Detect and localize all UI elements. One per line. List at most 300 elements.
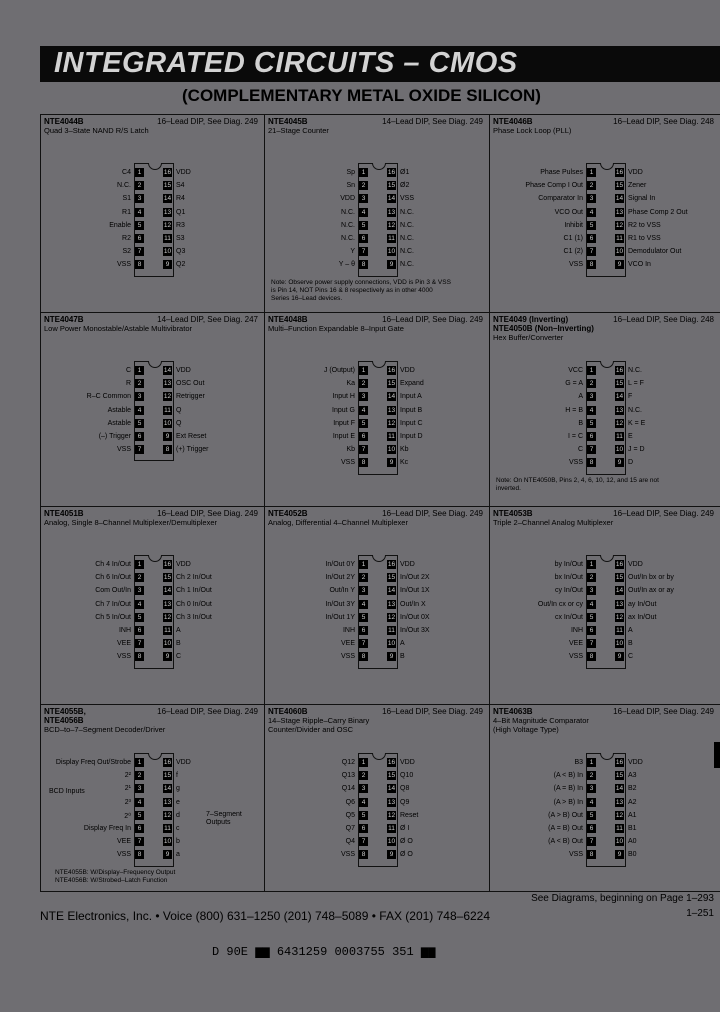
pin-label: VEE xyxy=(568,640,583,648)
pin-number: 12 xyxy=(615,419,624,427)
part-note: Note: On NTE4050B, Pins 2, 4, 6, 10, 12, and 15 are not xyxy=(496,476,659,484)
pin-number: 6 xyxy=(587,626,596,635)
pin-number: 14 xyxy=(163,785,172,793)
pin-label: VCO In xyxy=(628,261,651,269)
pin-label: Q4 xyxy=(345,838,355,846)
pin-label: In/Out 1Y xyxy=(325,613,355,621)
pin-label: Ch 1 In/Out xyxy=(176,587,212,595)
pin-label: Ext Reset xyxy=(176,433,207,440)
footer-see-diagrams: See Diagrams, beginning on Page 1–293 xyxy=(531,893,714,904)
pin-number: 13 xyxy=(615,600,624,608)
pin-label: VSS xyxy=(568,851,583,859)
part-number: NTE4049 (Inverting) xyxy=(493,315,569,324)
pin-label: Out/In ax or ay xyxy=(628,587,674,595)
pin-number: 6 xyxy=(359,432,368,441)
package-info: 16–Lead DIP, See Diag. 248 xyxy=(613,117,714,126)
pin-label: VSS xyxy=(116,261,131,269)
pin-number: 1 xyxy=(359,168,368,177)
part-number: NTE4045B xyxy=(268,117,308,126)
pin-label: R1 xyxy=(122,208,131,216)
pin-label: S2 xyxy=(122,248,131,256)
pin-number: 9 xyxy=(387,260,396,269)
part-number: NTE4056B xyxy=(44,716,84,725)
pin-label: by In/Out xyxy=(554,561,583,568)
pin-number: 6 xyxy=(587,432,596,441)
pin-label: R3 xyxy=(176,221,185,229)
ic-cell xyxy=(265,115,489,312)
pin-number: 15 xyxy=(387,380,396,388)
pin-label: Ch 4 In/Out xyxy=(95,561,131,568)
pin-number: 12 xyxy=(163,221,172,229)
package-notch xyxy=(148,753,162,760)
pin-number: 1 xyxy=(135,560,144,569)
pin-number: 5 xyxy=(135,613,144,622)
pin-number: 11 xyxy=(388,235,395,242)
pin-label: Demodulator Out xyxy=(628,248,682,256)
pin-number: 16 xyxy=(387,169,396,176)
pin-label: VCO Out xyxy=(554,208,583,216)
pin-label: N.C. xyxy=(400,235,414,242)
pin-label: g xyxy=(176,785,180,793)
part-description: Phase Lock Loop (PLL) xyxy=(493,126,572,135)
pin-label: Input E xyxy=(332,433,355,440)
pin-label: e xyxy=(176,798,180,806)
pin-label: (–) Trigger xyxy=(98,433,131,440)
part-description: 4–Bit Magnitude Comparator xyxy=(493,716,589,725)
part-number: NTE4053B xyxy=(493,509,533,518)
pin-label: N.C. xyxy=(341,235,355,242)
ic-cell xyxy=(265,313,489,506)
pin-label: R2 to VSS xyxy=(628,221,661,229)
pin-label: H = B xyxy=(565,406,583,414)
pin-label: VDD xyxy=(176,561,191,568)
package-info: 16–Lead DIP, See Diag. 249 xyxy=(157,117,258,126)
pin-number: 5 xyxy=(135,419,144,428)
pin-number: 13 xyxy=(387,406,396,414)
pin-number: 5 xyxy=(135,811,144,820)
part-description: (High Voltage Type) xyxy=(493,725,559,734)
pin-number: 11 xyxy=(616,235,623,242)
pin-number: 7 xyxy=(587,639,596,648)
pin-label: ay In/Out xyxy=(628,600,657,608)
part-number: NTE4046B xyxy=(493,117,533,126)
package-info: 16–Lead DIP, See Diag. 249 xyxy=(613,707,714,716)
pin-number: 3 xyxy=(587,784,596,793)
pin-label: I = C xyxy=(568,433,583,440)
pin-label: Sp xyxy=(346,169,355,176)
pin-number: 13 xyxy=(615,798,624,806)
pin-number: 1 xyxy=(587,758,596,767)
pin-label: N.C. xyxy=(400,208,414,216)
pin-number: 2 xyxy=(587,573,596,582)
pin-number: 2 xyxy=(359,573,368,582)
pin-number: 10 xyxy=(615,446,624,454)
package-notch xyxy=(372,361,386,368)
pin-label: Input F xyxy=(333,419,355,427)
pin-number: 15 xyxy=(163,182,172,190)
pin-label: Inhibit xyxy=(564,221,583,229)
pin-number: 6 xyxy=(135,432,144,441)
pin-number: 15 xyxy=(615,182,624,190)
pin-label: B0 xyxy=(628,851,637,859)
pin-number: 9 xyxy=(163,652,172,661)
pin-label: Reset xyxy=(400,811,419,819)
pin-number: 9 xyxy=(387,652,396,661)
ic-cell xyxy=(265,507,489,704)
pin-number: 3 xyxy=(359,586,368,595)
pin-label: Out/In X xyxy=(400,600,426,608)
pin-label: N.C. xyxy=(628,367,642,374)
part-note: inverted. xyxy=(496,484,521,492)
pin-number: 3 xyxy=(359,194,368,203)
part-number: NTE4050B (Non–Inverting) xyxy=(493,324,594,333)
pin-number: 16 xyxy=(163,169,172,176)
pin-label: VDD xyxy=(176,759,191,766)
pin-number: 2 xyxy=(135,379,144,388)
pin-number: 15 xyxy=(615,574,624,582)
pin-number: 4 xyxy=(135,208,144,217)
pin-label: VDD xyxy=(628,759,643,766)
package-notch xyxy=(372,163,386,170)
pin-label: In/Out 0X xyxy=(400,613,430,621)
pin-label: Astable xyxy=(107,419,131,427)
pin-number: 15 xyxy=(615,380,624,388)
pin-number: 5 xyxy=(135,221,144,230)
pin-label: (A < B) In xyxy=(553,772,583,780)
pin-number: 15 xyxy=(163,772,172,780)
grid-line xyxy=(40,891,720,892)
pin-label: Q13 xyxy=(341,772,355,780)
pin-label: Q9 xyxy=(400,798,410,806)
pin-label: N.C. xyxy=(628,406,642,414)
pin-label: Ø O xyxy=(400,851,413,859)
pin-label: Ø O xyxy=(400,838,413,846)
pin-number: 9 xyxy=(615,458,624,467)
pin-number: 4 xyxy=(587,798,596,807)
pin-number: 6 xyxy=(135,626,144,635)
pin-number: 16 xyxy=(163,759,172,766)
pin-label: Out/In cx or cy xyxy=(537,600,583,608)
pin-label: Q2 xyxy=(176,261,186,269)
pin-label: (A < B) Out xyxy=(548,838,583,846)
pin-number: 4 xyxy=(587,208,596,217)
part-description: Analog, Single 8–Channel Multiplexer/Demultiplexer xyxy=(44,518,218,527)
pin-label: Kc xyxy=(400,459,409,467)
pin-number: 7 xyxy=(359,837,368,846)
pin-number: 12 xyxy=(163,393,172,401)
pin-label: Q6 xyxy=(345,798,355,806)
pin-label: N.C. xyxy=(400,248,414,256)
pin-label: 2¹ xyxy=(124,785,131,793)
pin-label: Q xyxy=(176,406,182,414)
pin-label: Sn xyxy=(346,182,355,190)
pin-number: 1 xyxy=(359,560,368,569)
pin-label: B xyxy=(400,653,405,661)
pin-number: 12 xyxy=(387,419,396,427)
pin-number: 10 xyxy=(163,419,172,427)
pin-number: 2 xyxy=(587,379,596,388)
pin-label: A1 xyxy=(628,811,637,819)
pin-number: 8 xyxy=(359,652,368,661)
ic-cell xyxy=(41,313,264,506)
pin-number: 2 xyxy=(359,181,368,190)
pin-label: VEE xyxy=(116,838,131,846)
part-note: is Pin 14, NOT Pins 16 & 8 respectively as in other 4000 xyxy=(271,286,433,294)
pin-label: cy In/Out xyxy=(554,587,583,595)
pin-label: Q7 xyxy=(345,825,355,832)
part-description: Counter/Divider and OSC xyxy=(268,725,354,734)
pin-label: J (Output) xyxy=(323,367,355,374)
pin-label: Y xyxy=(350,248,355,256)
pin-number: 1 xyxy=(135,758,144,767)
pin-number: 16 xyxy=(387,367,396,374)
pin-label: (A = B) In xyxy=(553,785,583,793)
pin-label: B1 xyxy=(628,825,637,832)
pin-label: S3 xyxy=(176,235,185,242)
pin-label: N.C. xyxy=(400,221,414,229)
pin-number: 4 xyxy=(587,600,596,609)
pin-label: bx In/Out xyxy=(554,574,583,582)
pin-label: In/Out 3X xyxy=(400,627,430,634)
package-notch xyxy=(372,555,386,562)
pin-label: VSS xyxy=(116,446,131,454)
pin-number: 6 xyxy=(135,824,144,833)
pin-number: 15 xyxy=(387,182,396,190)
pin-label: J = D xyxy=(628,446,645,454)
pin-number: 8 xyxy=(135,850,144,859)
pin-number: 10 xyxy=(163,838,172,846)
package-notch xyxy=(372,753,386,760)
pin-number: 9 xyxy=(387,458,396,467)
part-description: Analog, Differential 4–Channel Multiplexer xyxy=(268,518,408,527)
package-info: 16–Lead DIP, See Diag. 249 xyxy=(382,707,483,716)
pin-label: a xyxy=(176,851,180,859)
pin-label: Q1 xyxy=(176,208,186,216)
pin-label: Ch 0 In/Out xyxy=(176,600,212,608)
package-notch xyxy=(148,163,162,170)
pin-label: K = E xyxy=(628,419,646,427)
ic-cell xyxy=(490,507,720,704)
pin-number: 13 xyxy=(615,406,624,414)
pin-label: 2⁰ xyxy=(124,812,131,820)
pin-label: Q3 xyxy=(176,248,186,256)
pin-number: 10 xyxy=(387,838,396,846)
pin-number: 6 xyxy=(359,626,368,635)
pin-label: Q8 xyxy=(400,785,410,793)
package-info: 16–Lead DIP, See Diag. 248 xyxy=(613,315,714,324)
pin-number: 4 xyxy=(587,406,596,415)
pin-label: Input C xyxy=(400,419,423,427)
pin-label: VSS xyxy=(340,851,355,859)
pin-number: 7 xyxy=(359,639,368,648)
pin-label: Input D xyxy=(400,433,423,440)
pin-number: 5 xyxy=(359,221,368,230)
pin-number: 11 xyxy=(388,825,395,832)
pin-label: Ø I xyxy=(400,825,410,832)
pin-label: Input G xyxy=(332,406,355,414)
pin-number: 4 xyxy=(359,406,368,415)
pin-number: 14 xyxy=(163,195,172,203)
pin-number: 15 xyxy=(387,772,396,780)
pin-number: 7 xyxy=(587,837,596,846)
pin-number: 5 xyxy=(359,811,368,820)
pin-label: Y – θ xyxy=(338,261,355,269)
page-title: INTEGRATED CIRCUITS – CMOS xyxy=(54,47,518,79)
pin-label: N.C. xyxy=(341,208,355,216)
pin-number: 11 xyxy=(164,627,171,634)
pin-label: C1 (1) xyxy=(563,235,583,242)
pin-number: 8 xyxy=(359,850,368,859)
pin-label: A3 xyxy=(628,772,637,780)
pin-label: Kb xyxy=(346,446,355,454)
pin-label: Astable xyxy=(107,406,131,414)
pin-label: G = A xyxy=(565,380,583,388)
page-number: 1–251 xyxy=(686,908,714,919)
pin-number: 1 xyxy=(587,168,596,177)
pin-number: 13 xyxy=(615,208,624,216)
pin-number: 15 xyxy=(163,574,172,582)
pin-number: 15 xyxy=(387,574,396,582)
pin-number: 8 xyxy=(359,260,368,269)
pin-label: 2³ xyxy=(124,798,131,806)
segment-outputs-label: 7–Segment Outputs xyxy=(206,810,242,826)
part-number: NTE4063B xyxy=(493,707,533,716)
pin-number: 8 xyxy=(135,260,144,269)
pin-label: In/Out 1X xyxy=(400,587,430,595)
part-number: NTE4044B xyxy=(44,117,84,126)
pin-number: 4 xyxy=(359,208,368,217)
pin-label: (A > B) In xyxy=(553,798,583,806)
pin-number: 9 xyxy=(163,260,172,269)
pin-label: Ch 3 In/Out xyxy=(176,613,212,621)
pin-number: 9 xyxy=(163,432,172,441)
pin-label: A0 xyxy=(628,838,637,846)
pin-number: 8 xyxy=(135,652,144,661)
pin-number: 12 xyxy=(163,613,172,621)
pin-number: 3 xyxy=(587,194,596,203)
part-number: NTE4055B, xyxy=(44,707,86,716)
pin-number: 8 xyxy=(587,458,596,467)
pin-label: VDD xyxy=(176,169,191,176)
pin-number: 16 xyxy=(615,169,624,176)
pin-label: VDD xyxy=(628,561,643,568)
pin-label: In/Out 2Y xyxy=(325,574,355,582)
pin-number: 6 xyxy=(135,234,144,243)
pin-label: Retrigger xyxy=(176,393,205,401)
pin-number: 5 xyxy=(359,613,368,622)
pin-label: OSC Out xyxy=(176,380,205,388)
pin-number: 10 xyxy=(387,446,396,454)
pin-label: VDD xyxy=(400,561,415,568)
pin-label: Q xyxy=(176,419,182,427)
pin-label: VDD xyxy=(400,759,415,766)
pin-number: 6 xyxy=(359,824,368,833)
pin-number: 14 xyxy=(387,587,396,595)
pin-number: 4 xyxy=(135,798,144,807)
pin-label: N.C. xyxy=(117,182,131,190)
part-description: Hex Buffer/Converter xyxy=(493,333,564,342)
pin-label: Display Freq Out/Strobe xyxy=(55,759,131,766)
pin-label: INH xyxy=(570,627,583,634)
package-notch xyxy=(600,753,614,760)
pin-number: 1 xyxy=(587,560,596,569)
pin-label: B xyxy=(176,640,181,648)
pin-label: A2 xyxy=(628,798,637,806)
pin-label: VDD xyxy=(628,169,643,176)
pin-number: 12 xyxy=(615,811,624,819)
pin-number: 11 xyxy=(616,433,623,440)
pin-number: 3 xyxy=(135,392,144,401)
pin-number: 4 xyxy=(359,798,368,807)
pin-number: 7 xyxy=(587,445,596,454)
package-info: 16–Lead DIP, See Diag. 249 xyxy=(382,509,483,518)
pin-number: 3 xyxy=(135,784,144,793)
pin-label: VDD xyxy=(400,367,415,374)
part-description: 14–Stage Ripple–Carry Binary xyxy=(268,716,370,725)
pin-label: VSS xyxy=(568,459,583,467)
pin-label: INH xyxy=(342,627,355,634)
part-number: NTE4051B xyxy=(44,509,84,518)
pin-number: 16 xyxy=(387,561,396,568)
pin-label: f xyxy=(176,772,178,780)
pin-number: 11 xyxy=(164,825,171,832)
pin-label: VSS xyxy=(340,653,355,661)
pin-label: Ka xyxy=(346,380,355,388)
ic-cell xyxy=(41,115,264,312)
part-description: 21–Stage Counter xyxy=(268,126,329,135)
pin-label: F xyxy=(628,393,633,401)
pin-label: A xyxy=(628,627,633,634)
pin-number: 16 xyxy=(615,561,624,568)
pin-number: 11 xyxy=(164,406,171,414)
pin-number: 10 xyxy=(387,248,396,256)
pin-number: 13 xyxy=(163,600,172,608)
pin-number: 7 xyxy=(135,639,144,648)
pin-number: 4 xyxy=(135,406,144,415)
pin-number: 1 xyxy=(359,758,368,767)
pin-number: 14 xyxy=(387,393,396,401)
pin-number: 2 xyxy=(359,771,368,780)
pin-number: 14 xyxy=(163,587,172,595)
pin-label: Q10 xyxy=(400,772,414,780)
pin-label: Ø2 xyxy=(400,182,410,190)
pin-label: S1 xyxy=(122,195,131,203)
part-number: NTE4052B xyxy=(268,509,308,518)
pin-number: 9 xyxy=(615,850,624,859)
pin-number: 9 xyxy=(615,260,624,269)
pin-label: Phase Comp I Out xyxy=(525,182,583,190)
pin-label: S4 xyxy=(176,182,185,190)
pin-label: Signal In xyxy=(628,195,656,203)
pin-number: 10 xyxy=(163,248,172,256)
pin-number: 13 xyxy=(387,798,396,806)
pin-label: INH xyxy=(118,627,131,634)
pin-number: 13 xyxy=(163,380,172,388)
pin-number: 8 xyxy=(587,260,596,269)
pin-label: Input B xyxy=(400,406,423,414)
pin-label: In/Out 0Y xyxy=(325,561,355,568)
pin-label: C1 (2) xyxy=(563,248,583,256)
pin-label: In/Out 3Y xyxy=(325,600,355,608)
ic-grid xyxy=(40,114,720,892)
pin-label: (A = B) Out xyxy=(548,825,583,832)
pin-label: 2² xyxy=(124,772,131,780)
pin-number: 16 xyxy=(163,561,172,568)
pin-label: C xyxy=(628,653,634,661)
pin-label: VEE xyxy=(116,640,131,648)
pin-label: N.C. xyxy=(341,221,355,229)
pin-number: 2 xyxy=(587,771,596,780)
